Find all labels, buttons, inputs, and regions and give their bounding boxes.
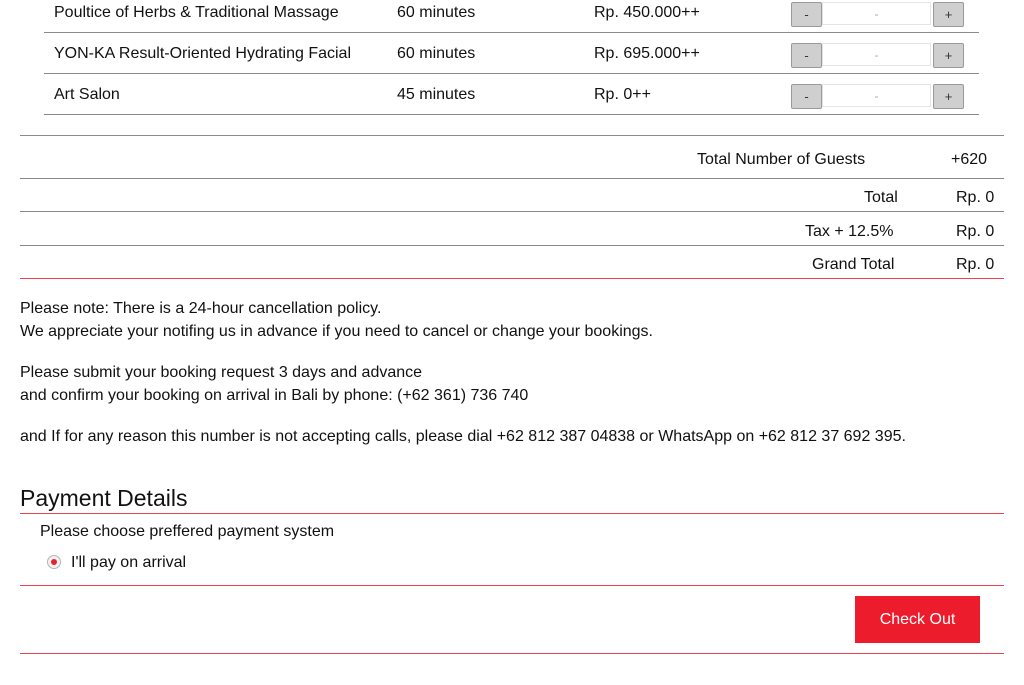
cancellation-note — [20, 297, 653, 343]
checkout-button[interactable]: Check Out — [855, 596, 980, 643]
service-duration: 45 minutes — [397, 86, 476, 103]
increment-button[interactable]: + — [933, 43, 964, 68]
radio-selected-dot — [51, 559, 57, 565]
note-line: We appreciate your notifing us in advance if you need to cancel or change your bookings. — [20, 323, 653, 340]
service-name: Poultice of Herbs & Traditional Massage — [54, 4, 339, 21]
payment-subtitle: Please choose preffered payment system — [40, 523, 335, 540]
quantity-field[interactable]: - — [822, 2, 931, 25]
total-label: Total — [864, 189, 898, 206]
guests-label: Total Number of Guests — [697, 151, 866, 168]
decrement-button[interactable]: - — [791, 84, 822, 109]
divider — [20, 585, 1004, 586]
increment-button[interactable]: + — [933, 84, 964, 109]
service-row — [44, 32, 979, 74]
note-line: and If for any reason this number is not accepting calls, please dial +62 812 387 04838 or WhatsApp on +62 812 37 692 395. — [20, 428, 906, 445]
total-value: Rp. 0 — [956, 189, 995, 206]
pay-on-arrival-label[interactable]: I'll pay on arrival — [71, 554, 187, 571]
service-duration: 60 minutes — [397, 45, 476, 62]
service-price: Rp. 0++ — [594, 86, 651, 103]
note-line: and confirm your booking on arrival in Bali by phone: (+62 361) 736 740 — [20, 387, 529, 404]
divider — [20, 211, 1004, 212]
divider — [20, 653, 1004, 654]
divider — [20, 178, 1004, 179]
divider — [20, 513, 1004, 514]
pay-on-arrival-radio[interactable] — [47, 555, 61, 569]
service-row — [44, 0, 979, 33]
divider — [20, 135, 1004, 136]
grand-total-label: Grand Total — [812, 256, 895, 273]
quantity-field[interactable]: - — [822, 43, 931, 66]
service-row — [44, 73, 979, 115]
quantity-field[interactable]: - — [822, 84, 931, 107]
quantity-stepper — [791, 2, 964, 27]
booking-note — [20, 361, 528, 407]
guests-value: +620 — [951, 151, 988, 168]
phone-note — [20, 425, 906, 448]
tax-label: Tax + 12.5% — [805, 223, 894, 240]
quantity-stepper — [791, 84, 964, 109]
note-line: Please submit your booking request 3 days and advance — [20, 364, 423, 381]
quantity-stepper — [791, 43, 964, 68]
service-name: YON-KA Result-Oriented Hydrating Facial — [54, 45, 351, 62]
divider — [20, 278, 1004, 279]
increment-button[interactable]: + — [933, 2, 964, 27]
tax-value: Rp. 0 — [956, 223, 995, 240]
service-name: Art Salon — [54, 86, 120, 103]
grand-total-value: Rp. 0 — [956, 256, 995, 273]
service-price: Rp. 450.000++ — [594, 4, 700, 21]
note-line: Please note: There is a 24-hour cancellation policy. — [20, 300, 382, 317]
decrement-button[interactable]: - — [791, 2, 822, 27]
payment-title: Payment Details — [20, 485, 188, 511]
service-price: Rp. 695.000++ — [594, 45, 700, 62]
service-duration: 60 minutes — [397, 4, 476, 21]
decrement-button[interactable]: - — [791, 43, 822, 68]
divider — [20, 245, 1004, 246]
